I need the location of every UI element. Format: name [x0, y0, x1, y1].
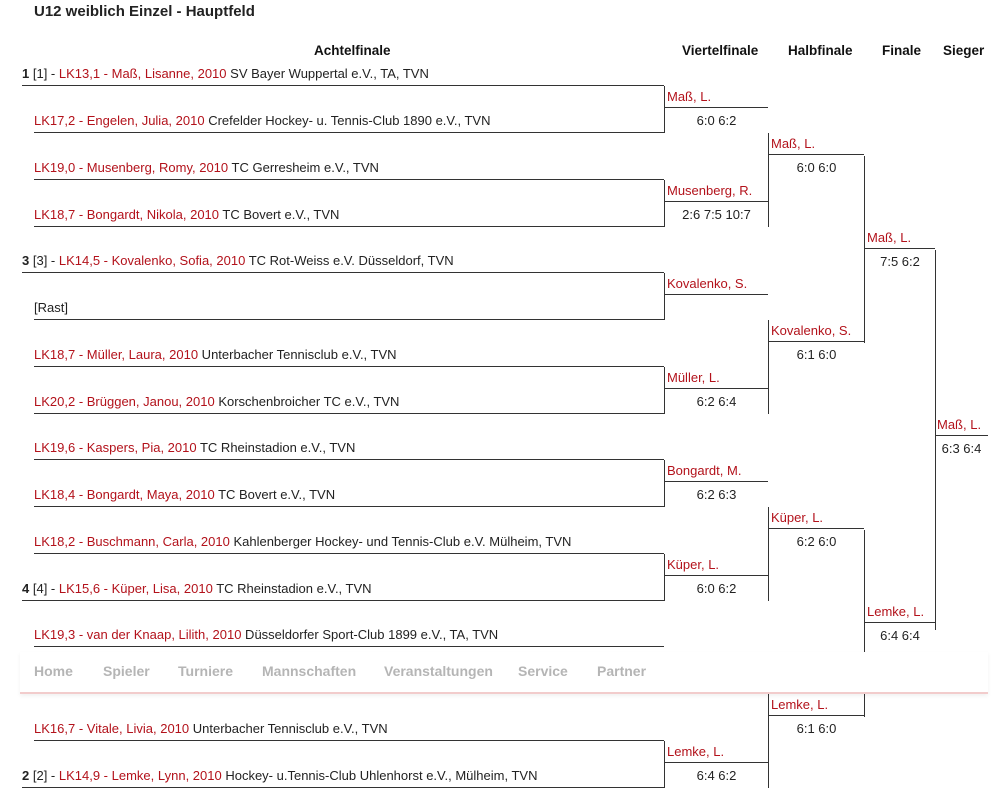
player-link[interactable]: LK18,4 - Bongardt, Maya, 2010 — [34, 487, 215, 502]
qf-player[interactable]: Maß, L. — [665, 86, 768, 108]
seed-label: [1] - — [29, 66, 59, 81]
bracket-connector — [864, 156, 865, 343]
entry-row — [34, 110, 664, 133]
winner-player[interactable]: Maß, L. — [935, 414, 988, 436]
sf-score: 6:0 6:0 — [796, 160, 837, 175]
nav-home[interactable]: Home — [34, 663, 73, 679]
player-link[interactable]: LK20,2 - Brüggen, Janou, 2010 — [34, 394, 215, 409]
club-name: Unterbacher Tennisclub e.V., TVN — [189, 721, 388, 736]
entry-row — [22, 578, 664, 601]
header-r16: Achtelfinale — [314, 43, 391, 58]
seed-label: [4] - — [29, 581, 59, 596]
player-link[interactable]: LK18,7 - Müller, Laura, 2010 — [34, 347, 199, 362]
player-link[interactable]: LK16,7 - Vitale, Livia, 2010 — [34, 721, 190, 736]
qf-score: 6:0 6:2 — [696, 581, 737, 596]
entry-row — [34, 344, 664, 367]
nav-mannschaften[interactable]: Mannschaften — [262, 663, 357, 679]
entry-row — [22, 765, 664, 788]
qf-score: 6:0 6:2 — [696, 113, 737, 128]
player-link[interactable]: LK19,6 - Kaspers, Pia, 2010 — [34, 440, 197, 455]
nav-service[interactable]: Service — [518, 663, 568, 679]
header-qf: Viertelfinale — [682, 43, 759, 58]
player-link[interactable]: LK14,5 - Kovalenko, Sofia, 2010 — [58, 253, 246, 268]
nav-veranstaltungen[interactable]: Veranstaltungen — [384, 663, 493, 679]
club-name: TC Rheinstadion e.V., TVN — [212, 581, 372, 596]
entry-row — [34, 624, 664, 647]
sf-score: 6:1 6:0 — [796, 721, 837, 736]
bye-label: [Rast] — [34, 300, 68, 315]
qf-score: 6:4 6:2 — [696, 768, 737, 783]
qf-score: 6:2 6:3 — [696, 487, 737, 502]
sf-player[interactable]: Maß, L. — [769, 133, 864, 155]
final-score: 6:4 6:4 — [880, 628, 920, 643]
player-link[interactable]: LK18,7 - Bongardt, Nikola, 2010 — [34, 207, 220, 222]
player-link[interactable]: LK13,1 - Maß, Lisanne, 2010 — [58, 66, 227, 81]
qf-player[interactable]: Kovalenko, S. — [665, 273, 768, 295]
final-player[interactable]: Lemke, L. — [865, 601, 935, 623]
qf-player[interactable]: Müller, L. — [665, 367, 768, 389]
entry-row — [34, 437, 664, 460]
sf-player[interactable]: Lemke, L. — [769, 694, 864, 716]
club-name: TC Bovert e.V., TVN — [214, 487, 336, 502]
club-name: Hockey- u.Tennis-Club Uhlenhorst e.V., Mülheim, TVN — [221, 768, 538, 783]
club-name: Düsseldorfer Sport-Club 1899 e.V., TA, TVN — [241, 627, 499, 642]
player-link[interactable]: LK14,9 - Lemke, Lynn, 2010 — [58, 768, 222, 783]
sf-player[interactable]: Küper, L. — [769, 507, 864, 529]
nav-spieler[interactable]: Spieler — [103, 663, 150, 679]
header-sf: Halbfinale — [788, 43, 853, 58]
nav-partner[interactable]: Partner — [597, 663, 647, 679]
seed-label: [3] - — [29, 253, 59, 268]
player-link[interactable]: LK19,3 - van der Knaap, Lilith, 2010 — [34, 627, 242, 642]
seed-number: 3 — [22, 253, 30, 268]
sf-player[interactable]: Kovalenko, S. — [769, 320, 864, 342]
header-final: Finale — [882, 43, 922, 58]
qf-player[interactable]: Küper, L. — [665, 554, 768, 576]
qf-player[interactable]: Musenberg, R. — [665, 180, 768, 202]
qf-score: 6:2 6:4 — [696, 394, 737, 409]
entry-row — [22, 63, 664, 86]
seed-number: 4 — [22, 581, 30, 596]
club-name: Crefelder Hockey- u. Tennis-Club 1890 e.V., TVN — [204, 113, 491, 128]
qf-score: 2:6 7:5 10:7 — [682, 207, 751, 222]
club-name: SV Bayer Wuppertal e.V., TA, TVN — [226, 66, 429, 81]
header-winner: Sieger — [943, 43, 985, 58]
sf-score: 6:2 6:0 — [796, 534, 837, 549]
club-name: TC Rot-Weiss e.V. Düsseldorf, TVN — [245, 253, 454, 268]
main-navigation — [20, 652, 988, 694]
entry-row — [34, 531, 664, 554]
page-title: U12 weiblich Einzel - Hauptfeld — [34, 3, 255, 20]
player-link[interactable]: LK17,2 - Engelen, Julia, 2010 — [34, 113, 205, 128]
winner-score: 6:3 6:4 — [941, 441, 982, 456]
player-link[interactable]: LK18,2 - Buschmann, Carla, 2010 — [34, 534, 230, 549]
qf-player[interactable]: Bongardt, M. — [665, 460, 768, 482]
player-link[interactable]: LK19,0 - Musenberg, Romy, 2010 — [34, 160, 229, 175]
club-name: Unterbacher Tennisclub e.V., TVN — [198, 347, 397, 362]
player-link[interactable]: LK15,6 - Küper, Lisa, 2010 — [58, 581, 213, 596]
entry-row — [34, 391, 664, 414]
qf-player[interactable]: Lemke, L. — [665, 741, 768, 763]
entry-row — [34, 484, 664, 507]
sf-score: 6:1 6:0 — [796, 347, 837, 362]
seed-number: 2 — [22, 768, 30, 783]
club-name: Kahlenberger Hockey- und Tennis-Club e.V. Mülheim, TVN — [229, 534, 572, 549]
entry-row — [34, 297, 664, 320]
entry-row — [34, 718, 664, 741]
final-player[interactable]: Maß, L. — [865, 227, 935, 249]
club-name: TC Bovert e.V., TVN — [219, 207, 340, 222]
seed-label: [2] - — [29, 768, 59, 783]
entry-row — [34, 204, 664, 227]
seed-number: 1 — [22, 66, 30, 81]
entry-row — [22, 250, 664, 273]
club-name: Korschenbroicher TC e.V., TVN — [214, 394, 400, 409]
club-name: TC Gerresheim e.V., TVN — [228, 160, 379, 175]
final-score: 7:5 6:2 — [880, 254, 920, 269]
entry-row — [34, 157, 664, 180]
club-name: TC Rheinstadion e.V., TVN — [196, 440, 356, 455]
nav-turniere[interactable]: Turniere — [178, 663, 233, 679]
